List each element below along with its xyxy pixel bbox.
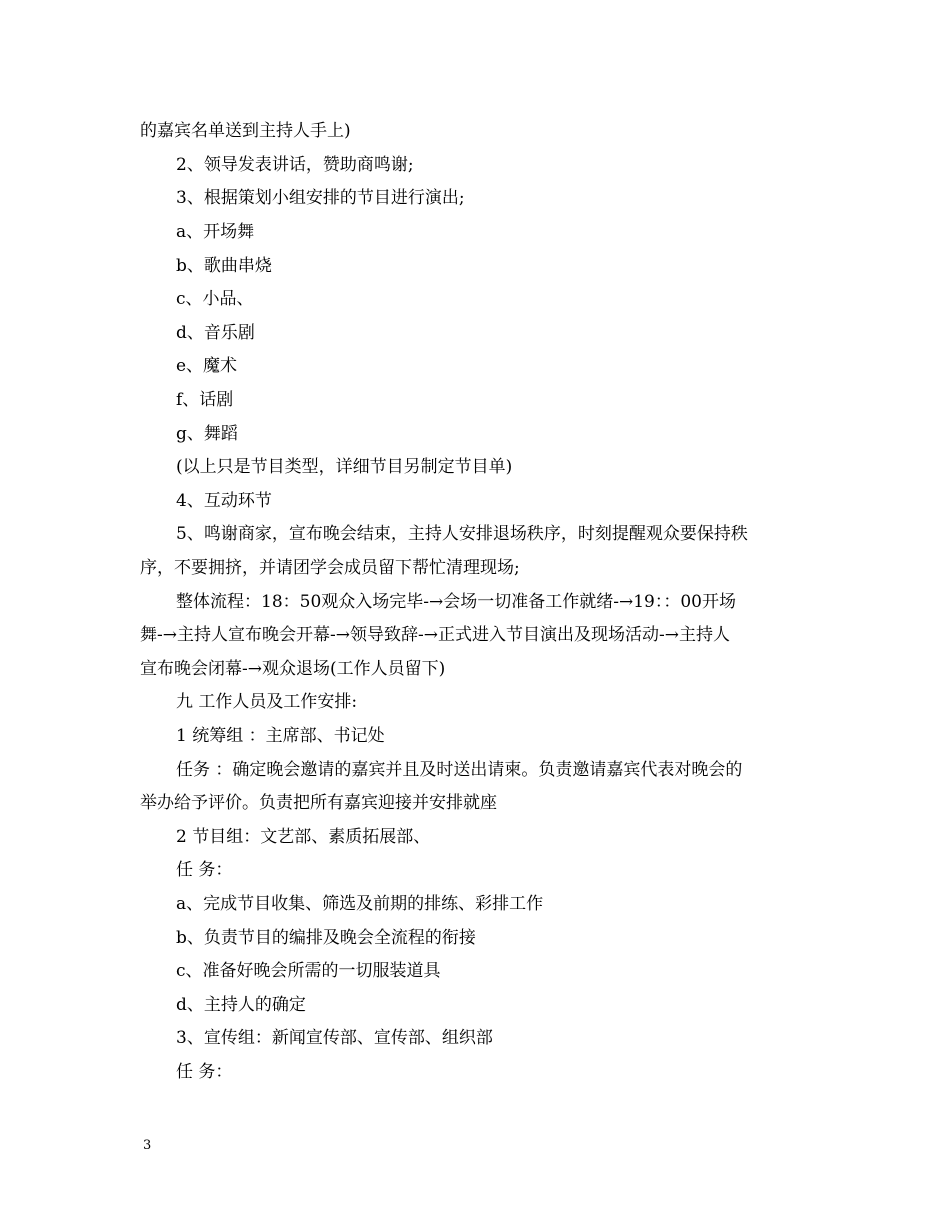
text-line: 举办给予评价。负责把所有嘉宾迎接并安排就座 [140,793,497,813]
text-line: 整体流程：18：50观众入场完毕-→会场一切准备工作就绪-→19：：00开场 [176,592,737,612]
text-line: 任 务： [176,860,233,880]
text-line: g、舞蹈 [176,424,238,444]
text-line: 任务 ：确定晚会邀请的嘉宾并且及时送出请柬。负责邀请嘉宾代表对晚会的 [176,760,743,780]
text-line: d、音乐剧 [176,323,255,343]
text-line: 1 统筹组 ：主席部、书记处 [176,726,385,746]
text-line: 3、根据策划小组安排的节目进行演出; [176,188,465,208]
text-line: 序，不要拥挤，并请团学会成员留下帮忙清理现场; [140,558,520,578]
text-line: a、开场舞 [176,222,255,242]
text-line: 4、互动环节 [176,491,272,511]
text-line: a、完成节目收集、筛选及前期的排练、彩排工作 [176,894,544,914]
text-line: f、话剧 [176,390,234,410]
text-line: 宣布晚会闭幕-→观众退场(工作人员留下) [140,659,446,679]
text-line: c、准备好晚会所需的一切服装道具 [176,961,441,981]
text-line: 5、鸣谢商家，宣布晚会结束，主持人安排退场秩序，时刻提醒观众要保持秩 [176,524,748,544]
text-line: b、歌曲串烧 [176,256,272,276]
text-line: 2 节目组：文艺部、素质拓展部、 [176,827,431,847]
text-line: 舞-→主持人宣布晚会开幕-→领导致辞-→正式进入节目演出及现场活动-→主持人 [140,625,730,645]
page-number: 3 [143,1138,152,1153]
text-line: 九 工作人员及工作安排: [176,692,358,712]
text-line: (以上只是节目类型，详细节目另制定节目单) [176,457,513,477]
text-line: d、主持人的确定 [176,995,306,1015]
text-line: 任 务： [176,1062,233,1082]
text-line: b、负责节目的编排及晚会全流程的衔接 [176,928,476,948]
text-line: 2、领导发表讲话，赞助商鸣谢; [176,155,414,175]
text-line: 3、宣传组：新闻宣传部、宣传部、组织部 [176,1028,493,1048]
text-line: c、小品、 [176,289,254,309]
text-line: e、魔术 [176,356,238,376]
text-line: 的嘉宾名单送到主持人手上) [140,121,351,141]
